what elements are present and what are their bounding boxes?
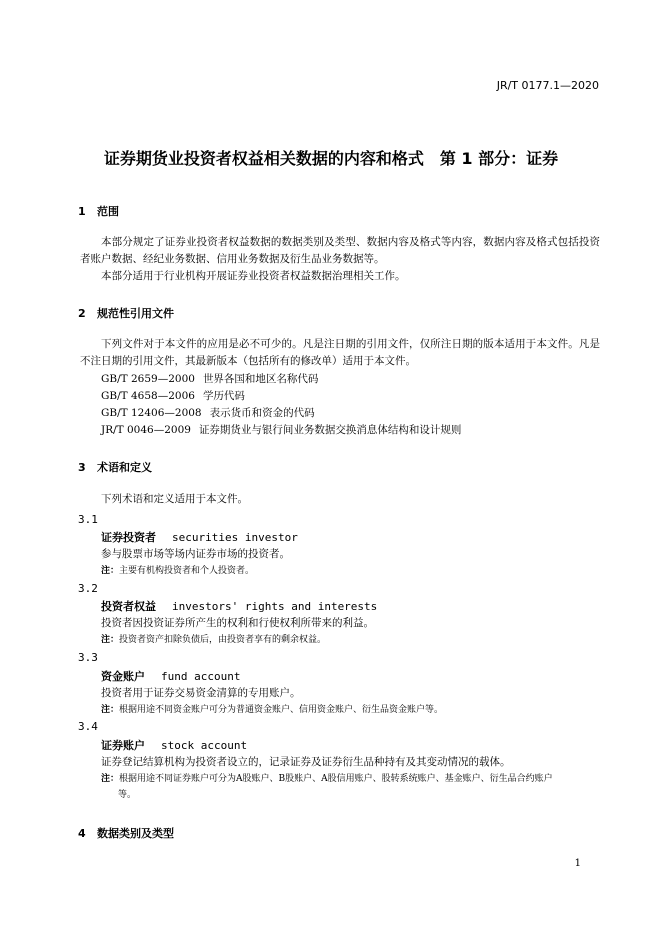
term-english: fund account	[161, 670, 241, 683]
term-note	[101, 771, 601, 803]
section-title: 数据类别及类型	[97, 827, 174, 840]
reference-code: GB/T 4658—2006	[101, 390, 195, 402]
reference-code: GB/T 2659—2000	[101, 373, 195, 385]
reference-item	[101, 388, 245, 405]
note-label: 注：	[101, 774, 120, 784]
reference-name: 学历代码	[202, 390, 245, 402]
section-heading-refs	[78, 305, 174, 321]
reference-name: 表示货币和资金的代码	[209, 407, 315, 419]
term-number: 3.1	[78, 513, 98, 526]
scope-paragraph-1: 本部分规定了证券业投资者权益数据的数据类别及类型、数据内容及格式等内容，数据内容及格式包括投资者账户数据、经纪业务数据、信用业务数据及衍生品业务数据等。	[80, 236, 600, 265]
note-label: 注：	[101, 566, 120, 576]
terms-intro-paragraph: 下列术语和定义适用于本文件。	[101, 493, 248, 505]
reference-name: 证券期货业与银行间业务数据交换消息体结构和设计规则	[198, 424, 462, 436]
section-heading-scope	[78, 203, 119, 219]
term-note	[101, 563, 601, 579]
term-note	[101, 702, 601, 718]
term-chinese: 证券账户	[101, 739, 145, 752]
section-number: 4	[78, 827, 86, 840]
term-number: 3.2	[78, 582, 98, 595]
reference-item	[101, 405, 315, 422]
term-heading	[101, 737, 247, 753]
section-heading-terms	[78, 459, 152, 475]
term-english: stock account	[161, 739, 248, 752]
note-label: 注：	[101, 635, 120, 645]
reference-item	[101, 371, 318, 388]
reference-name: 世界各国和地区名称代码	[202, 373, 319, 385]
page-number: 1	[574, 858, 581, 869]
term-english: investors' rights and interests	[172, 600, 378, 613]
term-heading	[101, 598, 377, 614]
standard-code: JR/T 0177.1—2020	[496, 79, 599, 92]
term-note	[101, 632, 601, 648]
term-definition: 投资者用于证券交易资金清算的专用账户。	[101, 687, 301, 699]
note-text: 根据用途不同资金账户可分为普通资金账户、信用资金账户、衍生品资金账户等。	[119, 705, 444, 715]
term-heading	[101, 668, 240, 684]
note-label: 注：	[101, 705, 120, 715]
reference-code: GB/T 12406—2008	[101, 407, 202, 419]
note-text: 主要有机构投资者和个人投资者。	[119, 566, 255, 576]
term-chinese: 投资者权益	[101, 600, 156, 613]
reference-item	[101, 422, 461, 439]
term-heading	[101, 529, 298, 545]
reference-code: JR/T 0046—2009	[101, 424, 191, 436]
note-text: 投资者资产扣除负债后，由投资者享有的剩余权益。	[119, 635, 327, 645]
refs-intro-paragraph: 下列文件对于本文件的应用是必不可少的。凡是注日期的引用文件，仅所注日期的版本适用于本文件。凡是不注日期的引用文件，其最新版本（包括所有的修改单）适用于本文件。	[80, 338, 600, 367]
note-continuation: 等。	[118, 790, 137, 800]
note-text: 根据用途不同证券账户可分为A股账户、B股账户、A股信用账户、股转系统账户、基金账户、衍生品合约账户	[119, 774, 553, 784]
term-definition: 证券登记结算机构为投资者设立的，记录证券及证券衍生品种持有及其变动情况的载体。	[101, 756, 511, 768]
section-heading-data-types	[78, 825, 174, 841]
document-title: 证券期货业投资者权益相关数据的内容和格式 第 1 部分：证券	[103, 149, 559, 168]
term-english: securities investor	[172, 531, 298, 544]
section-title: 规范性引用文件	[97, 307, 174, 320]
section-number: 2	[78, 307, 86, 320]
section-title: 术语和定义	[97, 461, 152, 474]
term-number: 3.4	[78, 720, 98, 733]
term-chinese: 资金账户	[101, 670, 145, 683]
term-number: 3.3	[78, 651, 98, 664]
section-number: 3	[78, 461, 86, 474]
term-definition: 参与股票市场等场内证券市场的投资者。	[101, 548, 290, 560]
scope-paragraph-2: 本部分适用于行业机构开展证券业投资者权益数据治理相关工作。	[101, 270, 406, 282]
section-title: 范围	[97, 205, 119, 218]
section-number: 1	[78, 205, 86, 218]
term-definition: 投资者因投资证券所产生的权利和行使权利所带来的利益。	[101, 617, 374, 629]
term-chinese: 证券投资者	[101, 531, 156, 544]
